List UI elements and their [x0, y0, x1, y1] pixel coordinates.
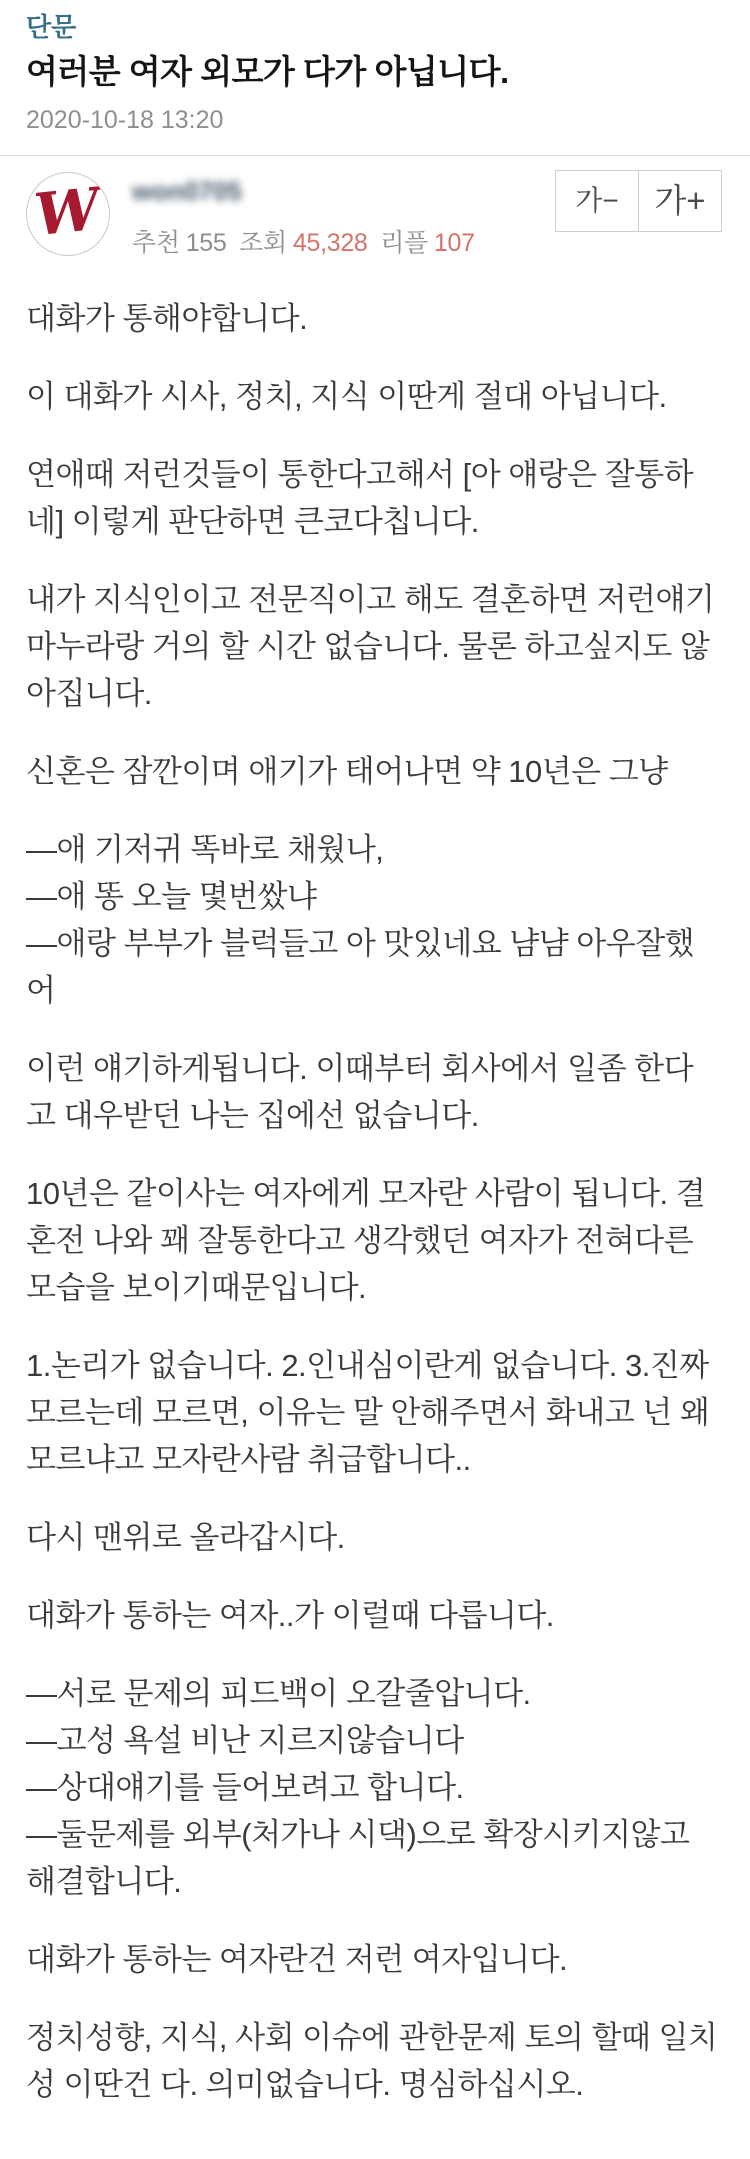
paragraph: 다시 맨위로 올라갑시다. — [26, 1520, 345, 1556]
paragraph: 정치성향, 지식, 사회 이슈에 관한문제 토의 할때 일치성 이딴건 다. 의미없습니다. 명심하십시오. — [26, 2020, 718, 2103]
dash-list-item: —둘문제를 외부(처가나 시댁)으로 확장시키지않고 해결합니다. — [26, 1817, 690, 1900]
replies-label: 리플 — [380, 229, 428, 258]
paragraph: 이런 얘기하게됩니다. 이때부터 회사에서 일좀 한다고 대우받던 나는 집에선 없습니다. — [26, 1051, 694, 1134]
font-increase-button[interactable]: 가+ — [638, 170, 722, 232]
views-count: 45,328 — [292, 229, 368, 258]
paragraph: 이 대화가 시사, 정치, 지식 이딴게 절대 아닙니다. — [26, 379, 667, 415]
team-logo-icon: W — [31, 175, 104, 250]
dash-list-item: —애 똥 오늘 몇번쌌냐 — [26, 879, 317, 915]
paragraph: 대화가 통하는 여자란건 저런 여자입니다. — [26, 1942, 568, 1978]
paragraph: 연애때 저런것들이 통한다고해서 [아 얘랑은 잘통하네] 이렇게 판단하면 큰코다칩니다. — [26, 457, 694, 540]
paragraph: 10년은 같이사는 여자에게 모자란 사람이 됩니다. 결혼전 나와 꽤 잘통한다고 생각했던 여자가 전혀다른모습을 보이기때문입니다. — [26, 1176, 706, 1306]
post-date: 2020-10-18 13:20 — [26, 106, 224, 135]
dash-list-item: —애랑 부부가 블럭들고 아 맛있네요 냠냠 아우잘했어 — [26, 926, 695, 1009]
post-body — [0, 269, 750, 2159]
paragraph: 신혼은 잠깐이며 애기가 태어나면 약 10년은 그냥 — [26, 754, 668, 790]
dash-list-item: —고성 욕설 비난 지르지않습니다 — [26, 1723, 464, 1759]
dash-list-item: —애 기저귀 똑바로 채웠나, — [26, 832, 384, 868]
author-row — [0, 156, 750, 269]
username[interactable]: won0705 — [132, 176, 242, 207]
dash-list — [26, 826, 722, 1014]
likes-label: 추천 — [132, 229, 180, 258]
likes-count: 155 — [185, 229, 227, 258]
replies-count: 107 — [433, 229, 475, 258]
author-info — [132, 172, 481, 259]
paragraph: 내가 지식인이고 전문직이고 해도 결혼하면 저런얘기 마누라랑 거의 할 시간 없습니다. 물론 하고싶지도 않아집니다. — [26, 582, 715, 712]
font-size-controls — [555, 170, 722, 232]
paragraph: 대화가 통하는 여자..가 이럴때 다릅니다. — [26, 1598, 554, 1634]
dash-list — [26, 1670, 722, 1905]
category-label[interactable]: 단문 — [26, 12, 77, 42]
paragraph: 대화가 통해야합니다. — [26, 301, 308, 337]
dash-list-item: —서로 문제의 피드백이 오갈줄압니다. — [26, 1676, 531, 1712]
post-title: 여러분 여자 외모가 다가 아닙니다. — [26, 53, 509, 91]
post-header — [0, 0, 750, 135]
paragraph: 1.논리가 없습니다. 2.인내심이란게 없습니다. 3.진짜모르는데 모르면, 이유는 말 안해주면서 화내고 넌 왜 모르냐고 모자란사람 취급합니다.. — [26, 1348, 710, 1478]
avatar[interactable] — [26, 172, 110, 256]
post-stats — [132, 223, 481, 259]
dash-list-item: —상대얘기를 들어보려고 합니다. — [26, 1770, 464, 1806]
font-decrease-button[interactable]: 가− — [555, 170, 639, 232]
views-label: 조회 — [239, 229, 287, 258]
